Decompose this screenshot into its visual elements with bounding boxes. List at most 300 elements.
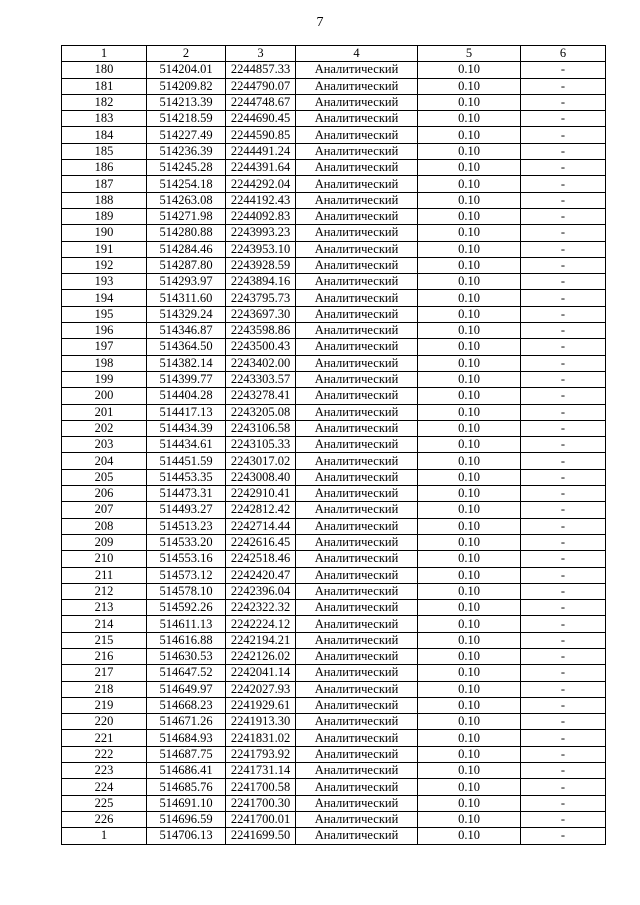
y-coordinate-cell: 2242396.04 <box>226 583 296 599</box>
x-coordinate-cell: 514684.93 <box>147 730 226 746</box>
method-cell: Аналитический <box>296 241 418 257</box>
x-coordinate-cell: 514473.31 <box>147 486 226 502</box>
note-cell: - <box>521 746 606 762</box>
x-coordinate-cell: 514647.52 <box>147 665 226 681</box>
x-coordinate-cell: 514434.61 <box>147 437 226 453</box>
method-cell: Аналитический <box>296 486 418 502</box>
table-row <box>62 763 606 779</box>
table-row <box>62 306 606 322</box>
x-coordinate-cell: 514513.23 <box>147 518 226 534</box>
method-cell: Аналитический <box>296 78 418 94</box>
x-coordinate-cell: 514533.20 <box>147 534 226 550</box>
y-coordinate-cell: 2243894.16 <box>226 274 296 290</box>
note-cell: - <box>521 779 606 795</box>
note-cell: - <box>521 632 606 648</box>
point-number-cell: 181 <box>62 78 147 94</box>
method-cell: Аналитический <box>296 94 418 110</box>
y-coordinate-cell: 2243008.40 <box>226 469 296 485</box>
point-number-cell: 213 <box>62 600 147 616</box>
note-cell: - <box>521 355 606 371</box>
table-row <box>62 241 606 257</box>
table-row <box>62 78 606 94</box>
y-coordinate-cell: 2241700.01 <box>226 811 296 827</box>
accuracy-cell: 0.10 <box>418 339 521 355</box>
coordinates-table <box>61 45 606 845</box>
method-cell: Аналитический <box>296 502 418 518</box>
x-coordinate-cell: 514382.14 <box>147 355 226 371</box>
table-row <box>62 486 606 502</box>
table-row <box>62 811 606 827</box>
page-number: 7 <box>316 15 324 30</box>
point-number-cell: 211 <box>62 567 147 583</box>
column-header: 1 <box>62 46 147 62</box>
accuracy-cell: 0.10 <box>418 274 521 290</box>
accuracy-cell: 0.10 <box>418 94 521 110</box>
table-row <box>62 127 606 143</box>
note-cell: - <box>521 388 606 404</box>
point-number-cell: 180 <box>62 62 147 78</box>
point-number-cell: 201 <box>62 404 147 420</box>
accuracy-cell: 0.10 <box>418 127 521 143</box>
table-row <box>62 111 606 127</box>
note-cell: - <box>521 502 606 518</box>
y-coordinate-cell: 2242322.32 <box>226 600 296 616</box>
method-cell: Аналитический <box>296 779 418 795</box>
table-row <box>62 616 606 632</box>
accuracy-cell: 0.10 <box>418 306 521 322</box>
table-row <box>62 420 606 436</box>
x-coordinate-cell: 514284.46 <box>147 241 226 257</box>
accuracy-cell: 0.10 <box>418 730 521 746</box>
point-number-cell: 193 <box>62 274 147 290</box>
note-cell: - <box>521 208 606 224</box>
y-coordinate-cell: 2244192.43 <box>226 192 296 208</box>
x-coordinate-cell: 514686.41 <box>147 763 226 779</box>
point-number-cell: 191 <box>62 241 147 257</box>
point-number-cell: 197 <box>62 339 147 355</box>
table-row <box>62 583 606 599</box>
point-number-cell: 196 <box>62 323 147 339</box>
method-cell: Аналитический <box>296 323 418 339</box>
accuracy-cell: 0.10 <box>418 225 521 241</box>
y-coordinate-cell: 2242224.12 <box>226 616 296 632</box>
y-coordinate-cell: 2241700.30 <box>226 795 296 811</box>
accuracy-cell: 0.10 <box>418 665 521 681</box>
y-coordinate-cell: 2243278.41 <box>226 388 296 404</box>
column-header: 6 <box>521 46 606 62</box>
point-number-cell: 194 <box>62 290 147 306</box>
point-number-cell: 184 <box>62 127 147 143</box>
y-coordinate-cell: 2243303.57 <box>226 371 296 387</box>
accuracy-cell: 0.10 <box>418 111 521 127</box>
table-row <box>62 632 606 648</box>
table-row <box>62 355 606 371</box>
accuracy-cell: 0.10 <box>418 811 521 827</box>
point-number-cell: 182 <box>62 94 147 110</box>
method-cell: Аналитический <box>296 257 418 273</box>
method-cell: Аналитический <box>296 665 418 681</box>
note-cell: - <box>521 518 606 534</box>
y-coordinate-cell: 2243106.58 <box>226 420 296 436</box>
note-cell: - <box>521 648 606 664</box>
point-number-cell: 203 <box>62 437 147 453</box>
table-row <box>62 681 606 697</box>
x-coordinate-cell: 514687.75 <box>147 746 226 762</box>
y-coordinate-cell: 2242616.45 <box>226 534 296 550</box>
note-cell: - <box>521 763 606 779</box>
table-row <box>62 160 606 176</box>
table-row <box>62 371 606 387</box>
x-coordinate-cell: 514311.60 <box>147 290 226 306</box>
point-number-cell: 186 <box>62 160 147 176</box>
point-number-cell: 189 <box>62 208 147 224</box>
method-cell: Аналитический <box>296 225 418 241</box>
note-cell: - <box>521 714 606 730</box>
accuracy-cell: 0.10 <box>418 763 521 779</box>
method-cell: Аналитический <box>296 811 418 827</box>
column-header: 3 <box>226 46 296 62</box>
x-coordinate-cell: 514263.08 <box>147 192 226 208</box>
accuracy-cell: 0.10 <box>418 420 521 436</box>
method-cell: Аналитический <box>296 404 418 420</box>
table-row <box>62 225 606 241</box>
point-number-cell: 202 <box>62 420 147 436</box>
point-number-cell: 216 <box>62 648 147 664</box>
table-row <box>62 665 606 681</box>
accuracy-cell: 0.10 <box>418 404 521 420</box>
note-cell: - <box>521 323 606 339</box>
x-coordinate-cell: 514254.18 <box>147 176 226 192</box>
accuracy-cell: 0.10 <box>418 143 521 159</box>
y-coordinate-cell: 2241831.02 <box>226 730 296 746</box>
accuracy-cell: 0.10 <box>418 453 521 469</box>
accuracy-cell: 0.10 <box>418 208 521 224</box>
note-cell: - <box>521 339 606 355</box>
point-number-cell: 222 <box>62 746 147 762</box>
note-cell: - <box>521 730 606 746</box>
y-coordinate-cell: 2242027.93 <box>226 681 296 697</box>
y-coordinate-cell: 2244690.45 <box>226 111 296 127</box>
note-cell: - <box>521 697 606 713</box>
table-row <box>62 534 606 550</box>
note-cell: - <box>521 600 606 616</box>
note-cell: - <box>521 371 606 387</box>
point-number-cell: 220 <box>62 714 147 730</box>
note-cell: - <box>521 681 606 697</box>
accuracy-cell: 0.10 <box>418 437 521 453</box>
table-row <box>62 437 606 453</box>
method-cell: Аналитический <box>296 681 418 697</box>
table-row <box>62 388 606 404</box>
note-cell: - <box>521 486 606 502</box>
x-coordinate-cell: 514271.98 <box>147 208 226 224</box>
x-coordinate-cell: 514245.28 <box>147 160 226 176</box>
y-coordinate-cell: 2242420.47 <box>226 567 296 583</box>
x-coordinate-cell: 514616.88 <box>147 632 226 648</box>
accuracy-cell: 0.10 <box>418 355 521 371</box>
table-row <box>62 143 606 159</box>
note-cell: - <box>521 111 606 127</box>
method-cell: Аналитический <box>296 176 418 192</box>
y-coordinate-cell: 2244391.64 <box>226 160 296 176</box>
y-coordinate-cell: 2243402.00 <box>226 355 296 371</box>
point-number-cell: 209 <box>62 534 147 550</box>
method-cell: Аналитический <box>296 746 418 762</box>
point-number-cell: 223 <box>62 763 147 779</box>
table-row <box>62 208 606 224</box>
note-cell: - <box>521 420 606 436</box>
point-number-cell: 187 <box>62 176 147 192</box>
accuracy-cell: 0.10 <box>418 779 521 795</box>
x-coordinate-cell: 514630.53 <box>147 648 226 664</box>
note-cell: - <box>521 62 606 78</box>
method-cell: Аналитический <box>296 127 418 143</box>
method-cell: Аналитический <box>296 420 418 436</box>
note-cell: - <box>521 583 606 599</box>
y-coordinate-cell: 2243993.23 <box>226 225 296 241</box>
point-number-cell: 210 <box>62 551 147 567</box>
x-coordinate-cell: 514364.50 <box>147 339 226 355</box>
y-coordinate-cell: 2244790.07 <box>226 78 296 94</box>
x-coordinate-cell: 514453.35 <box>147 469 226 485</box>
method-cell: Аналитический <box>296 567 418 583</box>
point-number-cell: 208 <box>62 518 147 534</box>
table-row <box>62 828 606 844</box>
y-coordinate-cell: 2243928.59 <box>226 257 296 273</box>
table-body <box>62 62 606 844</box>
y-coordinate-cell: 2244092.83 <box>226 208 296 224</box>
accuracy-cell: 0.10 <box>418 746 521 762</box>
accuracy-cell: 0.10 <box>418 518 521 534</box>
point-number-cell: 214 <box>62 616 147 632</box>
point-number-cell: 219 <box>62 697 147 713</box>
x-coordinate-cell: 514671.26 <box>147 714 226 730</box>
y-coordinate-cell: 2244857.33 <box>226 62 296 78</box>
method-cell: Аналитический <box>296 616 418 632</box>
accuracy-cell: 0.10 <box>418 176 521 192</box>
x-coordinate-cell: 514293.97 <box>147 274 226 290</box>
method-cell: Аналитический <box>296 763 418 779</box>
x-coordinate-cell: 514611.13 <box>147 616 226 632</box>
accuracy-cell: 0.10 <box>418 714 521 730</box>
method-cell: Аналитический <box>296 697 418 713</box>
method-cell: Аналитический <box>296 518 418 534</box>
method-cell: Аналитический <box>296 795 418 811</box>
x-coordinate-cell: 514227.49 <box>147 127 226 143</box>
table-row <box>62 323 606 339</box>
x-coordinate-cell: 514573.12 <box>147 567 226 583</box>
method-cell: Аналитический <box>296 339 418 355</box>
accuracy-cell: 0.10 <box>418 388 521 404</box>
accuracy-cell: 0.10 <box>418 583 521 599</box>
table-row <box>62 176 606 192</box>
x-coordinate-cell: 514649.97 <box>147 681 226 697</box>
note-cell: - <box>521 225 606 241</box>
y-coordinate-cell: 2242714.44 <box>226 518 296 534</box>
accuracy-cell: 0.10 <box>418 241 521 257</box>
x-coordinate-cell: 514280.88 <box>147 225 226 241</box>
x-coordinate-cell: 514329.24 <box>147 306 226 322</box>
accuracy-cell: 0.10 <box>418 697 521 713</box>
y-coordinate-cell: 2244491.24 <box>226 143 296 159</box>
point-number-cell: 188 <box>62 192 147 208</box>
x-coordinate-cell: 514691.10 <box>147 795 226 811</box>
table-row <box>62 404 606 420</box>
accuracy-cell: 0.10 <box>418 160 521 176</box>
accuracy-cell: 0.10 <box>418 78 521 94</box>
x-coordinate-cell: 514578.10 <box>147 583 226 599</box>
table-row <box>62 94 606 110</box>
method-cell: Аналитический <box>296 437 418 453</box>
method-cell: Аналитический <box>296 388 418 404</box>
table-row <box>62 697 606 713</box>
table-row <box>62 648 606 664</box>
note-cell: - <box>521 534 606 550</box>
accuracy-cell: 0.10 <box>418 648 521 664</box>
method-cell: Аналитический <box>296 306 418 322</box>
table-row <box>62 551 606 567</box>
accuracy-cell: 0.10 <box>418 600 521 616</box>
table-row <box>62 290 606 306</box>
note-cell: - <box>521 257 606 273</box>
table-row <box>62 339 606 355</box>
accuracy-cell: 0.10 <box>418 469 521 485</box>
y-coordinate-cell: 2244292.04 <box>226 176 296 192</box>
x-coordinate-cell: 514553.16 <box>147 551 226 567</box>
note-cell: - <box>521 665 606 681</box>
note-cell: - <box>521 811 606 827</box>
method-cell: Аналитический <box>296 160 418 176</box>
method-cell: Аналитический <box>296 143 418 159</box>
accuracy-cell: 0.10 <box>418 795 521 811</box>
note-cell: - <box>521 404 606 420</box>
table-row <box>62 192 606 208</box>
method-cell: Аналитический <box>296 828 418 844</box>
note-cell: - <box>521 176 606 192</box>
y-coordinate-cell: 2244748.67 <box>226 94 296 110</box>
point-number-cell: 195 <box>62 306 147 322</box>
note-cell: - <box>521 241 606 257</box>
y-coordinate-cell: 2243598.86 <box>226 323 296 339</box>
point-number-cell: 206 <box>62 486 147 502</box>
y-coordinate-cell: 2243017.02 <box>226 453 296 469</box>
method-cell: Аналитический <box>296 469 418 485</box>
method-cell: Аналитический <box>296 600 418 616</box>
y-coordinate-cell: 2243953.10 <box>226 241 296 257</box>
y-coordinate-cell: 2241700.58 <box>226 779 296 795</box>
point-number-cell: 204 <box>62 453 147 469</box>
note-cell: - <box>521 551 606 567</box>
note-cell: - <box>521 192 606 208</box>
note-cell: - <box>521 143 606 159</box>
note-cell: - <box>521 828 606 844</box>
y-coordinate-cell: 2241913.30 <box>226 714 296 730</box>
x-coordinate-cell: 514451.59 <box>147 453 226 469</box>
x-coordinate-cell: 514218.59 <box>147 111 226 127</box>
x-coordinate-cell: 514287.80 <box>147 257 226 273</box>
point-number-cell: 199 <box>62 371 147 387</box>
x-coordinate-cell: 514204.01 <box>147 62 226 78</box>
y-coordinate-cell: 2242812.42 <box>226 502 296 518</box>
x-coordinate-cell: 514213.39 <box>147 94 226 110</box>
method-cell: Аналитический <box>296 192 418 208</box>
table-row <box>62 257 606 273</box>
point-number-cell: 217 <box>62 665 147 681</box>
x-coordinate-cell: 514209.82 <box>147 78 226 94</box>
point-number-cell: 225 <box>62 795 147 811</box>
point-number-cell: 215 <box>62 632 147 648</box>
table-row <box>62 502 606 518</box>
accuracy-cell: 0.10 <box>418 551 521 567</box>
point-number-cell: 198 <box>62 355 147 371</box>
note-cell: - <box>521 160 606 176</box>
method-cell: Аналитический <box>296 583 418 599</box>
accuracy-cell: 0.10 <box>418 681 521 697</box>
accuracy-cell: 0.10 <box>418 632 521 648</box>
x-coordinate-cell: 514696.59 <box>147 811 226 827</box>
y-coordinate-cell: 2241699.50 <box>226 828 296 844</box>
method-cell: Аналитический <box>296 730 418 746</box>
note-cell: - <box>521 290 606 306</box>
method-cell: Аналитический <box>296 355 418 371</box>
method-cell: Аналитический <box>296 551 418 567</box>
point-number-cell: 192 <box>62 257 147 273</box>
table-row <box>62 746 606 762</box>
note-cell: - <box>521 94 606 110</box>
point-number-cell: 207 <box>62 502 147 518</box>
table-row <box>62 730 606 746</box>
table-row <box>62 779 606 795</box>
x-coordinate-cell: 514417.13 <box>147 404 226 420</box>
column-header: 4 <box>296 46 418 62</box>
note-cell: - <box>521 453 606 469</box>
y-coordinate-cell: 2242518.46 <box>226 551 296 567</box>
method-cell: Аналитический <box>296 111 418 127</box>
x-coordinate-cell: 514493.27 <box>147 502 226 518</box>
table-row <box>62 567 606 583</box>
note-cell: - <box>521 567 606 583</box>
method-cell: Аналитический <box>296 534 418 550</box>
point-number-cell: 205 <box>62 469 147 485</box>
x-coordinate-cell: 514434.39 <box>147 420 226 436</box>
table-row <box>62 795 606 811</box>
point-number-cell: 185 <box>62 143 147 159</box>
x-coordinate-cell: 514399.77 <box>147 371 226 387</box>
y-coordinate-cell: 2242910.41 <box>226 486 296 502</box>
x-coordinate-cell: 514404.28 <box>147 388 226 404</box>
note-cell: - <box>521 306 606 322</box>
table-row <box>62 453 606 469</box>
accuracy-cell: 0.10 <box>418 828 521 844</box>
point-number-cell: 212 <box>62 583 147 599</box>
x-coordinate-cell: 514346.87 <box>147 323 226 339</box>
note-cell: - <box>521 795 606 811</box>
method-cell: Аналитический <box>296 714 418 730</box>
method-cell: Аналитический <box>296 453 418 469</box>
table-row <box>62 714 606 730</box>
y-coordinate-cell: 2241731.14 <box>226 763 296 779</box>
note-cell: - <box>521 274 606 290</box>
y-coordinate-cell: 2244590.85 <box>226 127 296 143</box>
x-coordinate-cell: 514706.13 <box>147 828 226 844</box>
accuracy-cell: 0.10 <box>418 534 521 550</box>
y-coordinate-cell: 2242126.02 <box>226 648 296 664</box>
method-cell: Аналитический <box>296 371 418 387</box>
point-number-cell: 190 <box>62 225 147 241</box>
accuracy-cell: 0.10 <box>418 323 521 339</box>
accuracy-cell: 0.10 <box>418 616 521 632</box>
method-cell: Аналитический <box>296 208 418 224</box>
